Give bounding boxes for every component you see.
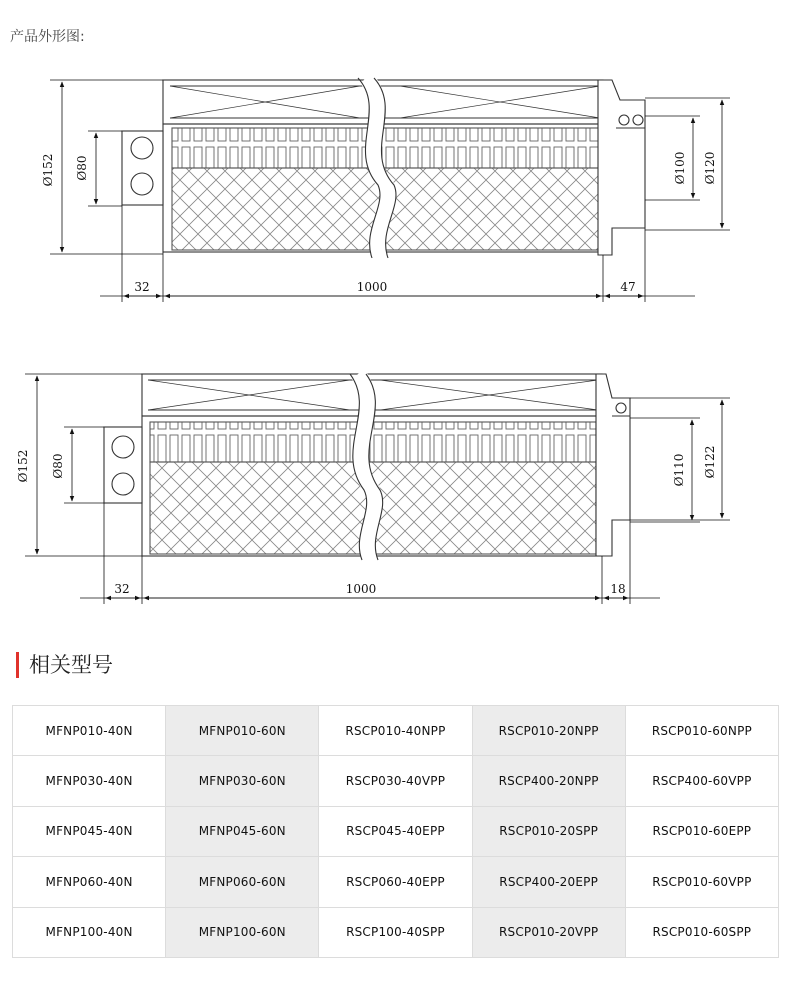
model-cell: RSCP010-20NPP (472, 706, 625, 756)
model-cell: RSCP010-60SPP (625, 907, 778, 957)
model-cell: RSCP010-20VPP (472, 907, 625, 957)
model-cell: MFNP030-60N (166, 756, 319, 806)
model-cell: RSCP400-20NPP (472, 756, 625, 806)
d2-port-dia: Ø80 (51, 453, 65, 479)
model-cell: RSCP045-40EPP (319, 806, 472, 856)
related-models-title: 相关型号 (16, 652, 113, 678)
d1-outer-dia: Ø152 (41, 153, 55, 187)
model-cell: RSCP010-60EPP (625, 806, 778, 856)
table-row (13, 907, 779, 957)
model-cell: RSCP010-60VPP (625, 857, 778, 907)
model-cell: RSCP100-40SPP (319, 907, 472, 957)
drawing-caption: 产品外形图: (10, 29, 85, 45)
model-cell: RSCP010-60NPP (625, 706, 778, 756)
table-row (13, 706, 779, 756)
d1-seal-outer: Ø120 (703, 151, 717, 185)
model-cell: MFNP100-60N (166, 907, 319, 957)
model-cell: MFNP030-40N (13, 756, 166, 806)
model-cell: RSCP400-60VPP (625, 756, 778, 806)
model-cell: MFNP010-60N (166, 706, 319, 756)
related-models-table (12, 705, 779, 958)
d2-outer-dia: Ø152 (16, 449, 30, 483)
model-cell: MFNP045-60N (166, 806, 319, 856)
d1-right-len: 47 (620, 280, 636, 294)
table-row (13, 756, 779, 806)
d1-left-len: 32 (134, 280, 150, 294)
model-cell: MFNP010-40N (13, 706, 166, 756)
table-row (13, 806, 779, 856)
model-cell: RSCP030-40VPP (319, 756, 472, 806)
table-row (13, 857, 779, 907)
filter-drawing-2 (104, 374, 630, 560)
filter-drawing-1 (122, 78, 645, 258)
d2-seal-inner: Ø110 (672, 453, 686, 487)
d1-port-dia: Ø80 (75, 155, 89, 181)
d1-seal-inner: Ø100 (673, 151, 687, 185)
model-cell: MFNP100-40N (13, 907, 166, 957)
d2-right-len: 18 (610, 582, 626, 596)
d2-length: 1000 (345, 582, 377, 596)
model-cell: RSCP010-20SPP (472, 806, 625, 856)
model-cell: RSCP400-20EPP (472, 857, 625, 907)
model-cell: RSCP010-40NPP (319, 706, 472, 756)
model-cell: RSCP060-40EPP (319, 857, 472, 907)
d1-length: 1000 (356, 280, 388, 294)
d2-seal-outer: Ø122 (703, 445, 717, 479)
model-cell: MFNP045-40N (13, 806, 166, 856)
model-cell: MFNP060-60N (166, 857, 319, 907)
model-cell: MFNP060-40N (13, 857, 166, 907)
d2-left-len: 32 (114, 582, 130, 596)
